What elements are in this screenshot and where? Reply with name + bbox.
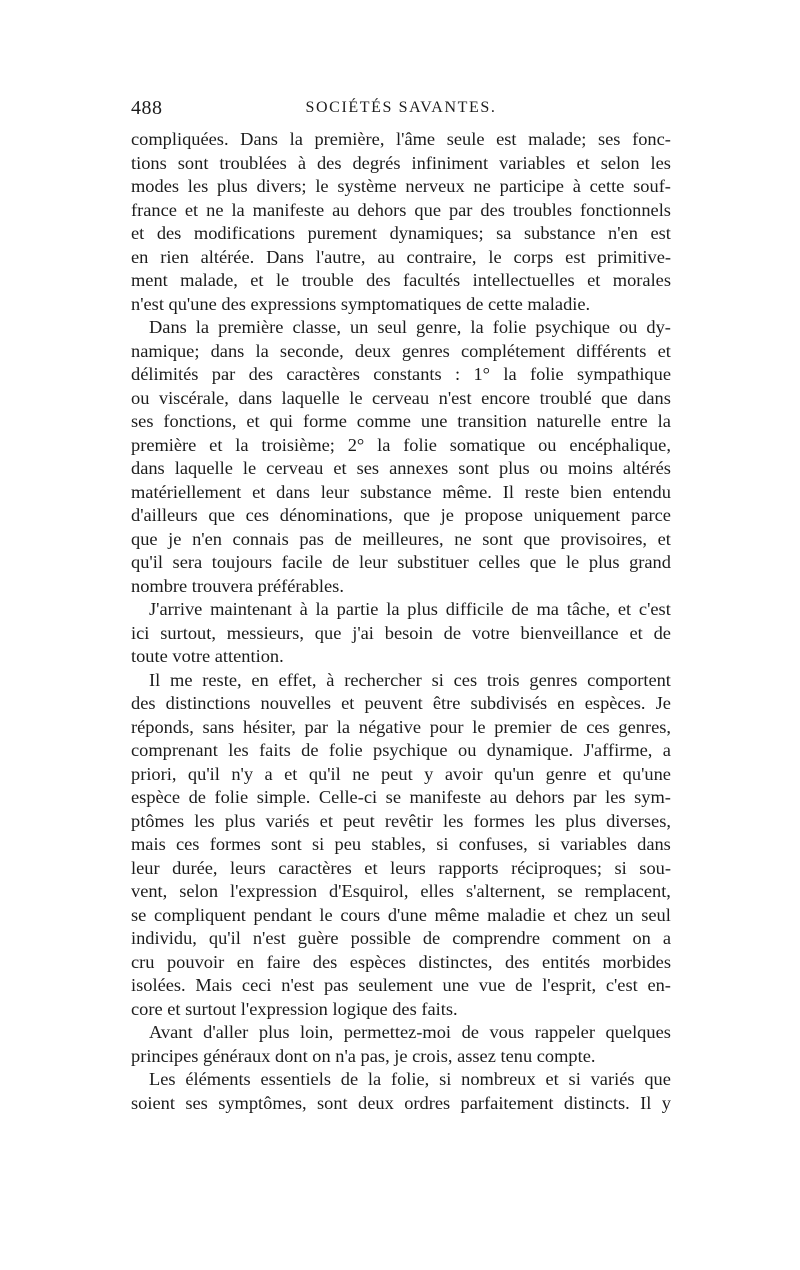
text-line: d'ailleurs que ces dénominations, que je propose uniquement parce [131, 505, 671, 525]
text-line: principes généraux dont on n'a pas, je crois, assez tenu compte. [131, 1045, 596, 1066]
text-line: dans laquelle le cerveau et ses annexes sont plus ou moins altérés [131, 458, 671, 478]
text-line: des distinctions nouvelles et peuvent être subdivisés en espèces. Je [131, 693, 671, 713]
text-line: espèce de folie simple. Celle-ci se manifeste au dehors par les sym- [131, 787, 671, 807]
text-line: namique; dans la seconde, deux genres complétement différents et [131, 340, 671, 361]
text-line: soient ses symptômes, sont deux ordres parfaitement distincts. Il y [131, 1092, 671, 1113]
text-line: matériellement et dans leur substance même. Il reste bien entendu [131, 481, 671, 502]
text-line: ici surtout, messieurs, que j'ai besoin de votre bienveillance et de [131, 622, 671, 643]
text-line: ses fonctions, et qui forme comme une transition naturelle entre la [131, 411, 671, 431]
text-line: délimités par des caractères constants : 1° la folie sympathique [131, 364, 671, 384]
text-line: et des modifications purement dynamiques; sa substance n'en est [131, 223, 671, 243]
text-line: mais ces formes sont si peu stables, si confuses, si variables dans [131, 834, 671, 854]
text-line: n'est qu'une des expressions symptomatiques de cette maladie. [131, 293, 591, 314]
page-number: 488 [131, 97, 163, 119]
text-line: france et ne la manifeste au dehors que par des troubles fonctionnels [131, 199, 671, 220]
body-text [131, 128, 671, 1115]
text-line: comprenant les faits de folie psychique ou dynamique. J'affirme, a [131, 740, 671, 760]
text-line: Il me reste, en effet, à rechercher si ces trois genres comportent [149, 669, 671, 690]
text-line: que je n'en connais pas de meilleures, ne sont que provisoires, et [131, 528, 671, 549]
text-line: nombre trouvera préférables. [131, 575, 344, 596]
text-line: toute votre attention. [131, 646, 284, 666]
text-line: tions sont troublées à des degrés infiniment variables et selon les [131, 152, 671, 173]
text-line: se compliquent pendant le cours d'une même maladie et chez un seul [131, 904, 671, 925]
running-title: SOCIÉTÉS SAVANTES. [305, 99, 497, 116]
text-line: cru pouvoir en faire des espèces distinctes, des entités morbides [131, 951, 671, 972]
text-line: core et surtout l'expression logique des faits. [131, 998, 458, 1019]
text-line: Dans la première classe, un seul genre, la folie psychique ou dy- [149, 317, 671, 337]
text-line: modes les plus divers; le système nerveux ne participe à cette souf- [131, 176, 671, 196]
text-line: compliquées. Dans la première, l'âme seule est malade; ses fonc- [131, 129, 671, 149]
page-header [131, 97, 671, 123]
text-line: individu, qu'il n'est guère possible de comprendre comment on a [131, 928, 671, 948]
text-line: ptômes les plus variés et peut revêtir les formes les plus diverses, [131, 810, 671, 831]
text-line: première et la troisième; 2° la folie somatique ou encéphalique, [131, 434, 671, 455]
text-line: ou viscérale, dans laquelle le cerveau n'est encore troublé que dans [131, 387, 671, 408]
text-line: leur durée, leurs caractères et leurs rapports réciproques; si sou- [131, 857, 671, 878]
text-line: vent, selon l'expression d'Esquirol, elles s'alternent, se remplacent, [131, 881, 671, 901]
text-line: priori, qu'il n'y a et qu'il ne peut y avoir qu'un genre et qu'une [131, 763, 671, 784]
text-line: J'arrive maintenant à la partie la plus difficile de ma tâche, et c'est [149, 599, 671, 619]
text-line: ment malade, et le trouble des facultés intellectuelles et morales [131, 270, 671, 290]
text-line: isolées. Mais ceci n'est pas seulement une vue de l'esprit, c'est en- [131, 975, 671, 995]
text-line: réponds, sans hésiter, par la négative pour le premier de ces genres, [131, 716, 671, 737]
text-line: qu'il sera toujours facile de leur substituer celles que le plus grand [131, 552, 671, 572]
text-line: Les éléments essentiels de la folie, si nombreux et si variés que [149, 1069, 671, 1089]
text-line: Avant d'aller plus loin, permettez-moi de vous rappeler quelques [149, 1022, 671, 1042]
text-line: en rien altérée. Dans l'autre, au contraire, le corps est primitive- [131, 246, 671, 267]
